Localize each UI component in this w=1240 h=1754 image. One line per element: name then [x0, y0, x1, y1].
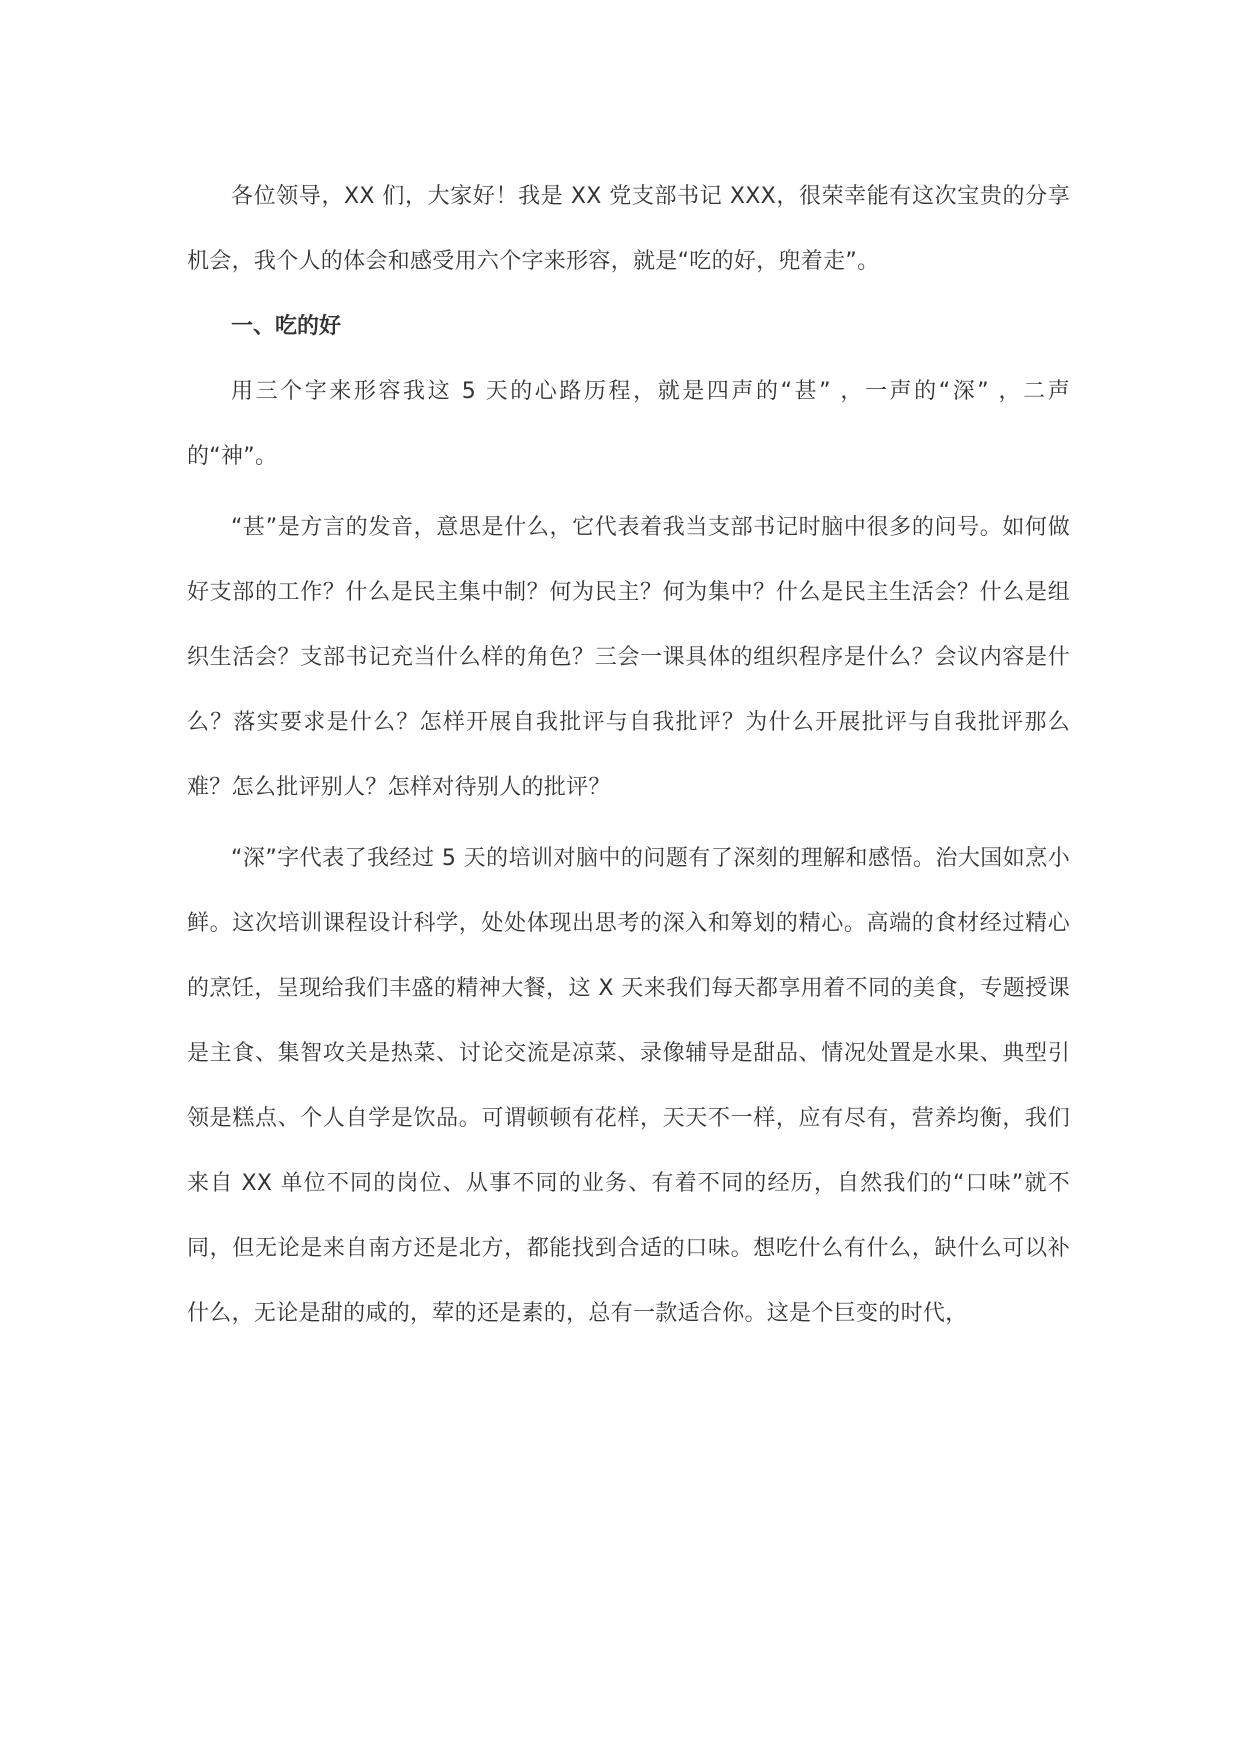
paragraph-shen-deep: “深”字代表了我经过 5 天的培训对脑中的问题有了深刻的理解和感悟。治大国如烹小鲜。这次培训课程设计科学，处处体现出思考的深入和筹划的精心。高端的食材经过精心的烹饪，呈现给我们丰盛的精神大餐，这 X 天来我们每天都享用着不同的美食，专题授课是主食、集智攻关是热菜、讨论交流是凉菜、录像辅导是甜品、情况处置是水果、典型引领是糕点、个人自学是饮品。可谓顿顿有花样，天天不一样，应有尽有，营养均衡，我们来自 XX 单位不同的岗位、从事不同的业务、有着不同的经历，自然我们的“口味”就不同，但无论是来自南方还是北方，都能找到合适的口味。想吃什么有什么，缺什么可以补什么，无论是甜的咸的，荤的还是素的，总有一款适合你。这是个巨变的时代，: [187, 846, 1070, 1326]
document-body: [187, 164, 1070, 1346]
opening-paragraph: 各位领导，XX 们，大家好！我是 XX 党支部书记 XXX，很荣幸能有这次宝贵的分享机会，我个人的体会和感受用六个字来形容，就是“吃的好，兜着走”。: [187, 184, 1070, 274]
paragraph-shen-questions: “甚”是方言的发音，意思是什么，它代表着我当支部书记时脑中很多的问号。如何做好支部的工作？什么是民主集中制？何为民主？何为集中？什么是民主生活会？什么是组织生活会？支部书记充当什么样的角色？三会一课具体的组织程序是什么？会议内容是什么？落实要求是什么？怎样开展自我批评与自我批评？为什么开展批评与自我批评那么难？怎么批评别人？怎样对待别人的批评？: [187, 515, 1070, 800]
section-heading: 一、吃的好: [231, 314, 342, 339]
paragraph-three-words: 用三个字来形容我这 5 天的心路历程，就是四声的“甚” ，一声的“深” ，二声的“神”。: [187, 379, 1070, 469]
